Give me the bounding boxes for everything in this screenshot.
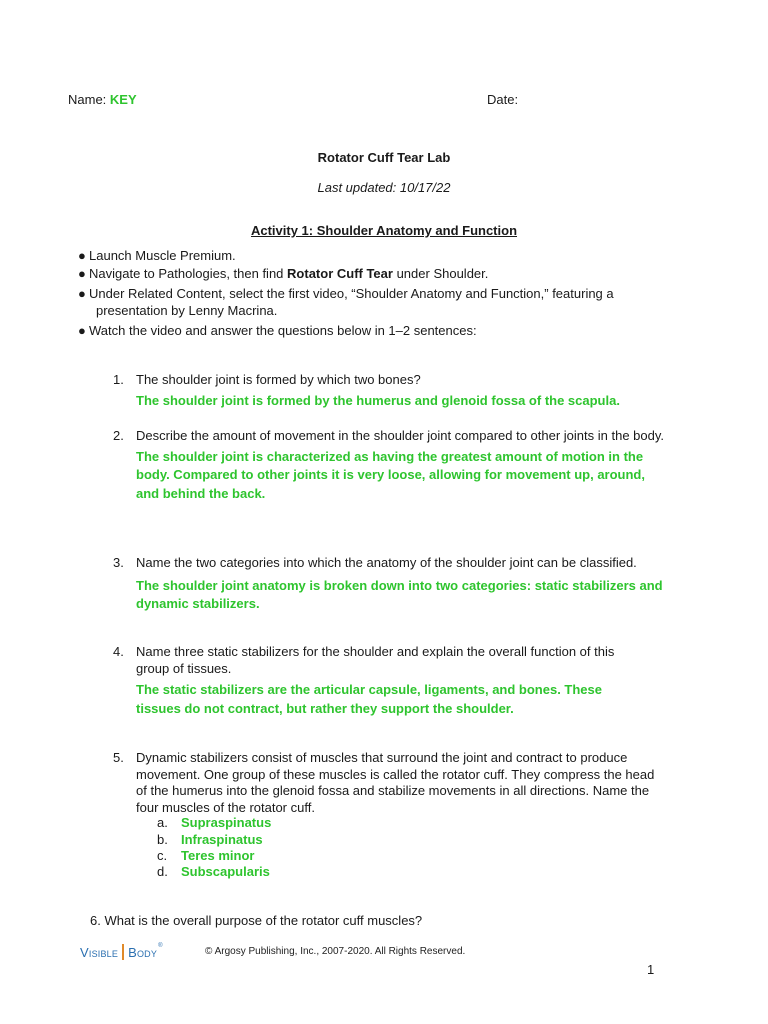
copyright-text: © Argosy Publishing, Inc., 2007-2020. All Rights Reserved. — [205, 946, 466, 957]
page-title: Rotator Cuff Tear Lab — [317, 150, 451, 165]
answer-text: The static stabilizers are the articular capsule, ligaments, and bones. These tissues do not contract, but rather they support the shoulder. — [136, 682, 602, 716]
muscle-item-a: a. Supraspinatus — [157, 815, 272, 830]
question-text: Name three static stabilizers for the shoulder and explain the overall function of this group of tissues. — [136, 644, 615, 676]
visible-body-logo — [80, 943, 163, 961]
question-1: 1. The shoulder joint is formed by which two bones? The shoulder joint is formed by the humerus and glenoid fossa of the scapula. — [113, 372, 693, 410]
bullet-dot: ● — [78, 323, 86, 338]
bullet-dot: ● — [78, 266, 86, 281]
question-text: Name the two categories into which the anatomy of the shoulder joint can be classified. — [136, 555, 637, 570]
bullet-dot: ● — [78, 286, 86, 301]
activity-heading: Activity 1: Shoulder Anatomy and Function — [250, 223, 518, 238]
muscle-item-c: c. Teres minor — [157, 848, 255, 863]
question-3: 3. Name the two categories into which the anatomy of the shoulder joint can be classified. The shoulder joint anatomy is broken down into two categories: static stabilizers and dynamic stabilizers. — [113, 555, 673, 614]
logo-bar-icon — [122, 944, 124, 960]
bullet-related-content: ● Under Related Content, select the first video, “Shoulder Anatomy and Function,” featuring a — [78, 286, 614, 301]
logo-text-visible: Visible — [80, 944, 119, 960]
name-line — [68, 92, 137, 109]
bullet-navigate: ● Navigate to Pathologies, then find Rotator Cuff Tear under Shoulder. — [78, 266, 489, 281]
question-6: 6. What is the overall purpose of the rotator cuff muscles? — [90, 913, 423, 928]
name-label: Name: — [68, 92, 107, 107]
bullet-related-content-cont: presentation by Lenny Macrina. — [96, 303, 278, 318]
answer-text: The shoulder joint is characterized as having the greatest amount of motion in the body. Compared to other joints it is very loose, allowing for movement up, around, and behind the back. — [136, 448, 645, 501]
date-label: Date: — [487, 92, 519, 107]
answer-text: The shoulder joint is formed by the humerus and glenoid fossa of the scapula. — [136, 392, 620, 408]
name-value: KEY — [109, 92, 137, 107]
question-text: Describe the amount of movement in the shoulder joint compared to other joints in the body. — [136, 428, 664, 443]
bullet-dot: ● — [78, 248, 86, 263]
question-5: 5. Dynamic stabilizers consist of muscles that surround the joint and contract to produce movement. One group of these muscles is called the rotator cuff. They compress the head of the humerus into the glenoid fossa and stabilize movements in all directions. Name the four muscles of the rotator cuff. — [113, 750, 668, 816]
last-updated: Last updated: 10/17/22 — [317, 180, 451, 195]
question-text: Dynamic stabilizers consist of muscles that surround the joint and contract to produce movement. One group of these muscles is called the rotator cuff. They compress the head of the humerus into the glenoid fossa and stabilize movements in all directions. Name the four muscles of the rotator cuff. — [136, 750, 655, 815]
muscle-item-b: b. Infraspinatus — [157, 832, 263, 847]
muscle-item-d: d. Subscapularis — [157, 864, 270, 879]
question-2: 2. Describe the amount of movement in the shoulder joint compared to other joints in the body. The shoulder joint is characterized as having the greatest amount of motion in the body. Compared to other joints it is very loose, allowing for movement up, around, and behind the back. — [113, 428, 668, 503]
logo-text-body: Body — [128, 944, 158, 960]
bullet-launch: ● Launch Muscle Premium. — [78, 248, 236, 263]
registered-mark: ® — [158, 943, 163, 949]
question-text: The shoulder joint is formed by which two bones? — [136, 372, 421, 387]
page-number: 1 — [647, 962, 655, 977]
bullet-watch: ● Watch the video and answer the questions below in 1–2 sentences: — [78, 323, 477, 338]
answer-text: The shoulder joint anatomy is broken down into two categories: static stabilizers and dynamic stabilizers. — [136, 577, 663, 611]
question-4: 4. Name three static stabilizers for the shoulder and explain the overall function of this group of tissues. The static stabilizers are the articular capsule, ligaments, and bones. These tissues do not contract, but rather they support the shoulder. — [113, 644, 643, 718]
